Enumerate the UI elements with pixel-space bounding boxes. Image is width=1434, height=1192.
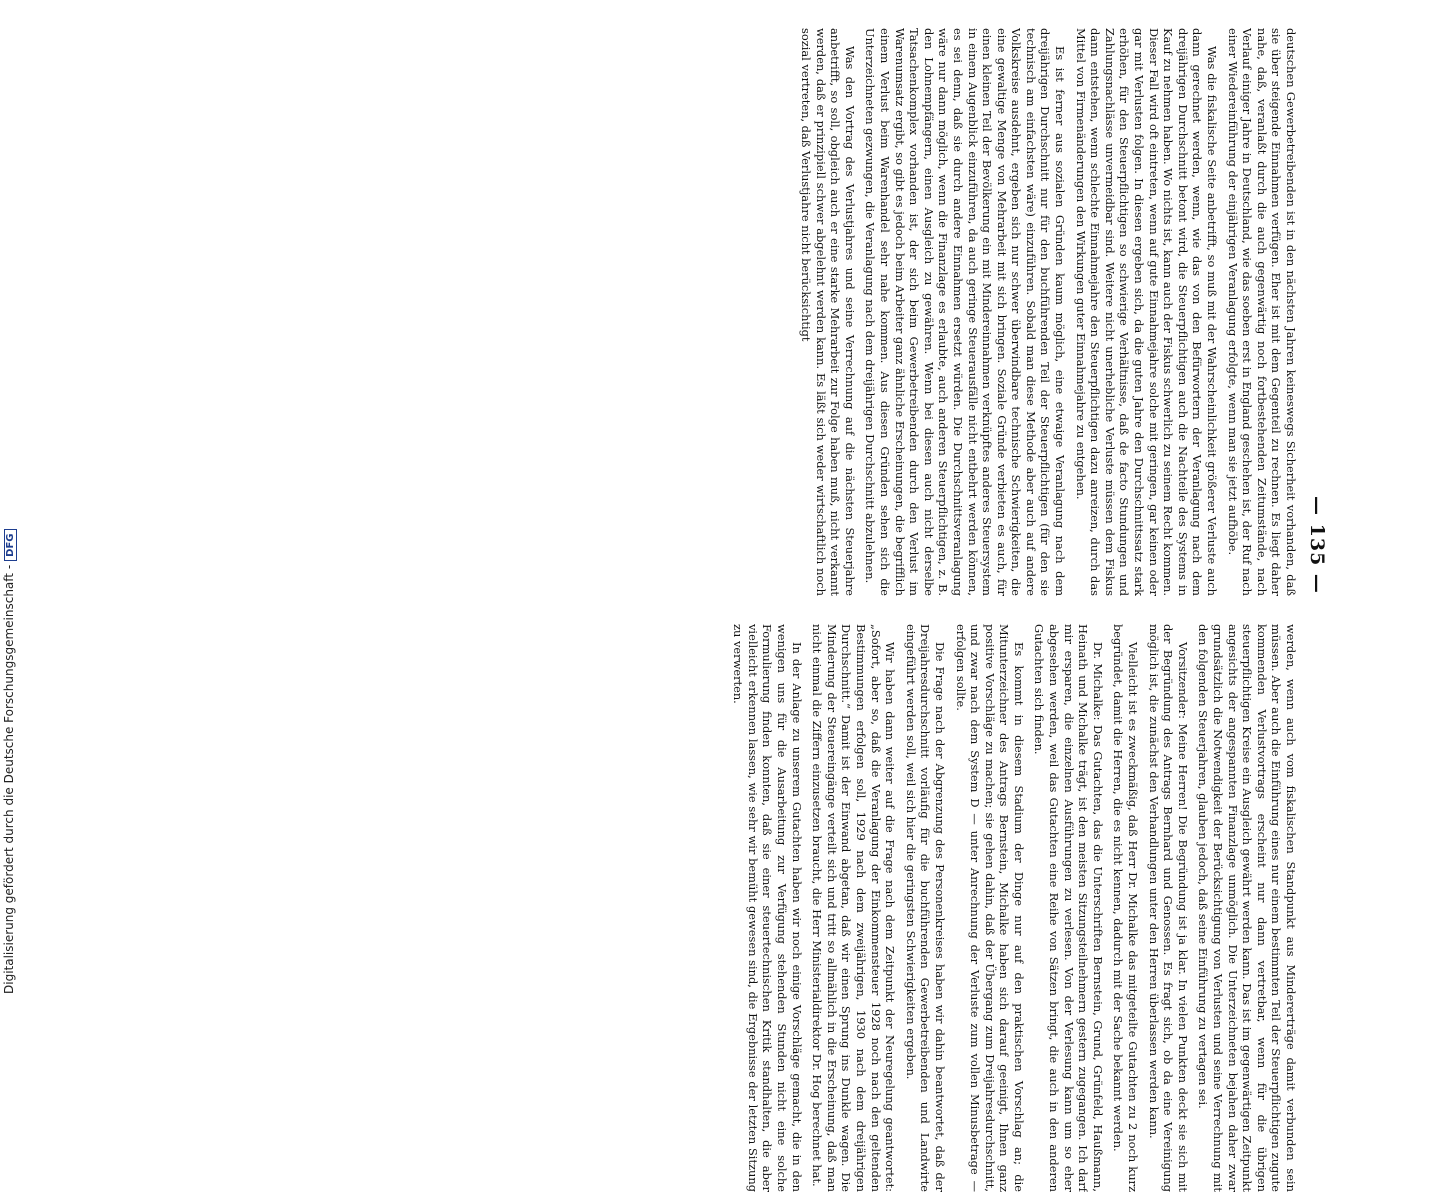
paragraph: Die Frage nach der Abgrenzung des Personenkreises haben wir dahin beantwortet, daß der Dreijahresdurchschnitt vorläufig für die buchführenden Gewerbetreibenden und Landwirte eingeführt werden soll, weil sich hier die geringsten Schwierigkeiten ergeben. bbox=[903, 624, 947, 1192]
rotated-document-page bbox=[134, 28, 1328, 1192]
paragraph: deutschen Gewerbetreibenden ist in den nächsten Jahren keineswegs Sicherheit vorhanden, daß sie über steigende Einnahmen verfügen. Eher ist mit dem Gegenteil zu rechnen. Es liegt daher nahe, daß, veranlaßt durch die auch gegenwärtig noch fortbestehenden Zeitumstände, nach Verlauf einiger Jahre in Deutschland, wie das soeben erst in England geschehen ist, der Ruf nach einer Wiedereinführung der einjährigen Veranlagung erfolgte, wenn man sie jetzt aufhöbe. bbox=[1225, 28, 1298, 596]
digitization-credit bbox=[0, 0, 22, 1000]
paragraph: In der Anlage zu unserem Gutachten haben wir noch einige Vorschläge gemacht, die in den wenigen uns für die Ausarbeitung zur Verfügung stehenden Stunden nicht eine solche Formulierung finden konnten, daß sie einer steuertechnischen Kritik standhalten, die aber vielleicht erkennen lassen, wie sehr wir bemüht gewesen sind, die Ergebnisse der letzten Sitzung zu verwerten. bbox=[731, 624, 804, 1192]
paragraph: Was den Vortrag des Verlustjahres und seine Verrechnung auf die nächsten Steuerjahre anbetrifft, so soll, obgleich auch er eine starke Mehrarbeit zur Folge haben muß, nicht verkannt werden, daß er prinzipiell schwer abgelehnt werden kann. Es läßt sich weder wirtschaftlich noch sozial vertreten, daß Verlustjahre nicht berücksichtigt bbox=[799, 28, 857, 596]
paragraph: Wir haben dann weiter auf die Frage nach dem Zeitpunkt der Neuregelung geantwortet: „Sofort, aber so, daß die Veranlagung der Einkommensteuer 1928 noch nach den geltenden Bestimmungen erfolgen soll, 1929 nach dem zweijährigen, 1930 nach dem dreijährigen Durchschnitt.“ Damit ist der Einwand abgetan, daß wir einen Sprung ins Dunkle wagen. Die Minderung der Steuereingänge verteilt sich und tritt so allmählich in die Erscheinung, daß man nicht einmal die Ziffern einzusetzen braucht, die Herr Ministerialdirektor Dr. Hog berechnet hat. bbox=[810, 624, 898, 1192]
paragraph: Dr. Michalke: Das Gutachten, das die Unterschriften Bernstein, Grund, Grünfeld, Haußmann, Heinath und Michalke trägt, ist den meisten Sitzungsteilnehmern gestern zugegangen. Ich darf mir ersparen, die einzelnen Ausführungen zu verlesen. Von der Verlesung kann um so eher abgesehen werden, weil das Gutachten eine Reihe von Sätzen bringt, die auch in den anderen Gutachten sich finden. bbox=[1032, 624, 1105, 1192]
right-column bbox=[148, 624, 1298, 1192]
paragraph: Was die fiskalische Seite anbetrifft, so muß mit der Wahrscheinlichkeit größerer Verluste auch dann gerechnet werden, wenn, wie das von den Befürwortern der Veranlagung nach dem dreijährigen Durchschnitt betont wird, die Steuerpflichtigen auch die Nachteile des Systems in Kauf zu nehmen haben. Wo nichts ist, kann auch der Fiskus schwerlich zu seinem Recht kommen. Dieser Fall wird oft eintreten, wenn auf gute Einnahmejahre solche mit geringen, gar keinen oder gar mit Verlusten folgen. In diesen ergeben sich, da die guten Jahre den Durchschnittssatz stark erhöhen, für den Steuerpflichtigen so schwierige Verhältnisse, daß de facto Stundungen und Zahlungsnachlässe unvermeidbar sind. Weitere nicht unerhebliche Verluste müssen dem Fiskus dann entstehen, wenn schlechte Einnahmejahre den Steuerpflichtigen dazu anreizen, durch das Mittel von Firmenänderungen den Wirkungen guter Einnahmejahre zu entgehen. bbox=[1073, 28, 1220, 596]
paragraph: Es ist ferner aus sozialen Gründen kaum möglich, eine etwaige Veranlagung nach dem dreijährigen Durchschnitt nur für den buchführenden Teil der Steuerpflichtigen (für den sie technisch am einfachsten wäre) einzuführen. Sobald man diese Methode aber auch auf andere Volkskreise ausdehnt, ergeben sich nur schwer überwindbare technische Schwierigkeiten, die eine gewaltige Menge von Mehrarbeit mit sich bringen. Soziale Gründe verbieten es auch, für einen kleinen Teil der Bevölkerung ein mit Mindereinnahmen verknüpftes anderes Steuersystem in einem Augenblick einzuführen, da auch geringe Steuerausfälle nicht entbehrt werden können, es sei denn, daß sie durch andere Einnahmen ersetzt würden. Die Durchschnittsveranlagung wäre nur dann möglich, wenn die Finanzlage es erlaubte, auch anderen Steuerpflichtigen, z. B. den Lohnempfängern, einen Ausgleich zu gewähren. Wenn bei diesen auch nicht derselbe Tatsachenkomplex vorhanden ist, der sich beim Gewerbetreibenden durch den Verlust im Warenumsatz ergibt, so gibt es jedoch beim Arbeiter ganz ähnliche Erscheinungen, die begrifflich einem Verlust beim Warenhandel sehr nahe kommen. Aus diesen Gründen sehen sich die Unterzeichneten gezwungen, die Veranlagung nach dem dreijährigen Durchschnitt abzulehnen. bbox=[863, 28, 1068, 596]
credit-text-block bbox=[2, 530, 17, 995]
credit-text: Digitalisierung gefördert durch die Deutsche Forschungsgemeinschaft - bbox=[2, 564, 16, 994]
dfg-logo: DFG bbox=[4, 530, 17, 561]
paragraph: Vielleicht ist es zweckmäßig, daß Herr Dr. Michalke das mitgeteilte Gutachten zu 2 noch kurz begründet, damit die Herren, die es nicht kennen, dadurch mit der Sache bekannt werden. bbox=[1111, 624, 1141, 1192]
page-number: — 135 — bbox=[1306, 496, 1328, 594]
paragraph: Es kommt in diesem Stadium der Dinge nur auf den praktischen Vorschlag an; die Mitunterzeichner des Antrags Bernstein, Michalke haben sich darauf geeinigt, Ihnen ganz positive Vorschläge zu machen; sie gehen dahin, daß der Übergang zum Dreijahresdurchschnitt, und zwar nach dem System D — unter Anrechnung der Verluste zum vollen Minusbetrage — erfolgen sollte. bbox=[953, 624, 1026, 1192]
paragraph: werden, wenn auch vom fiskalischen Standpunkt aus Mindererträge damit verbunden sein müssen. Aber auch die Einführung eines nur einem bestimmten Teil der Steuerpflichtigen zugute kommenden Verlustvortrags erscheint nur dann vertretbar, wenn für die übrigen steuerpflichtigen Kreise ein Ausgleich gewährt werden kann. Das ist im gegenwärtigen Zeitpunkt angesichts der angespannten Finanzlage unmöglich. Die Unterzeichneten bejahen daher zwar grundsätzlich die Notwendigkeit der Berücksichtigung von Verlusten und seine Verrechnung mit den folgenden Steuerjahren, glauben jedoch, daß seine Einführung zu vertagen sei. bbox=[1196, 624, 1298, 1192]
paragraph: Vorsitzender: Meine Herren! Die Begründung ist ja klar. In vielen Punkten deckt sie sich mit der Begründung des Antrags Bernhard und Genossen. Es fragt sich, ob da eine Vereinigung möglich ist, die zunächst den Verhandlungen unter den Herren überlassen werden kann. bbox=[1146, 624, 1190, 1192]
left-column bbox=[148, 28, 1298, 596]
